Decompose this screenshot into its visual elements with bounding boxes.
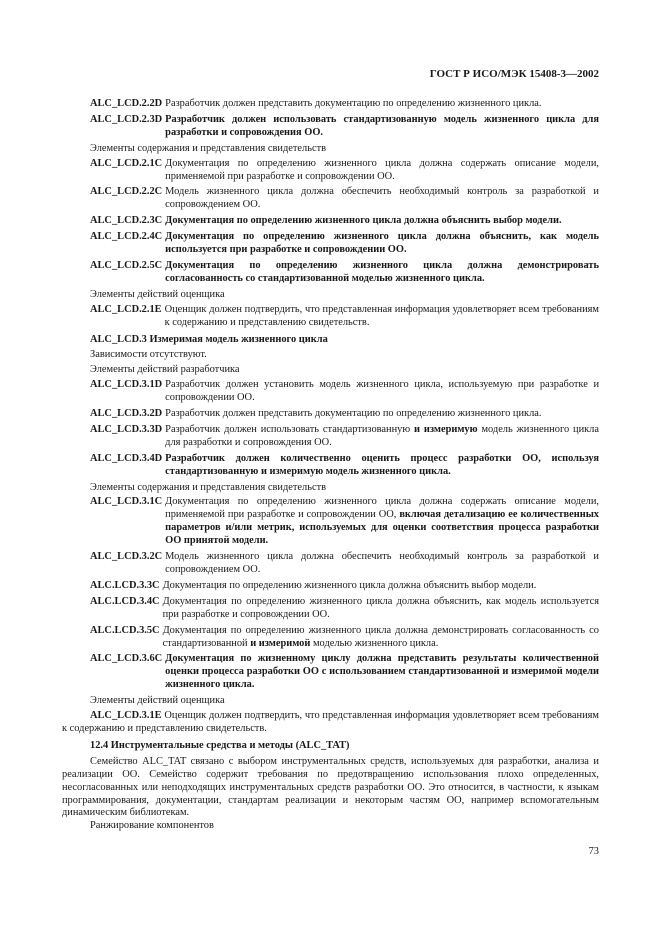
requirement-code: ALC_LCD.2.3C xyxy=(90,215,163,227)
requirement-code: ALC_LCD.2.1C xyxy=(90,157,163,169)
requirement-item xyxy=(62,408,599,421)
group-heading: Элементы действий разработчика xyxy=(90,364,240,376)
requirement-item xyxy=(62,260,599,286)
requirement-code: ALC_LCD.3.4D xyxy=(90,452,163,464)
text-emphasis: и измеримую xyxy=(414,423,478,435)
requirement-code: ALC_LCD.2.3D xyxy=(90,113,163,125)
group-heading: Элементы содержания и представления свидетельств xyxy=(90,481,327,493)
requirement-item xyxy=(62,114,599,140)
requirement-text: Разработчик должен установить модель жизненного цикла, используемую при разработке и сопровождении ОО. xyxy=(165,379,599,404)
requirement-text: Модель жизненного цикла должна обеспечить необходимый контроль за разработкой и сопровождением ОО. xyxy=(165,186,599,211)
requirement-item-full xyxy=(62,710,599,736)
requirement-text: Разработчик должен количественно оценить процесс разработки ОО, используя стандартизованную и измеримую модель жизненного цикла. xyxy=(165,452,599,477)
dependencies-text: Зависимости отсутствуют. xyxy=(90,349,207,361)
text-part: Документация по определению жизненного цикла должна содержать описание модели, применяемой при разработке и сопровождении ОО, xyxy=(165,496,599,521)
text-emphasis: включая детализацию ее количественных параметров и/или метрик, используемых для оценки соответствия процесса разработки ОО принятой модели. xyxy=(165,509,599,547)
requirement-text xyxy=(165,496,599,548)
section-heading: 12.4 Инструментальные средства и методы (ALC_TAT) xyxy=(90,739,350,751)
requirement-item xyxy=(62,625,599,651)
requirement-text xyxy=(163,625,599,651)
requirement-item xyxy=(62,653,599,692)
requirement-code: ALC_LCD.3.1D xyxy=(90,379,163,391)
requirement-item xyxy=(62,596,599,622)
requirement-item xyxy=(62,551,599,577)
requirement-text: Документация по определению жизненного цикла должна объяснить выбор модели. xyxy=(165,215,562,227)
requirement-text: Разработчик должен представить документацию по определению жизненного цикла. xyxy=(165,408,542,420)
text-part: моделью жизненного цикла. xyxy=(310,637,439,649)
component-heading: ALC_LCD.3 Измеримая модель жизненного цикла xyxy=(90,333,328,345)
requirement-text xyxy=(165,424,599,450)
requirement-item xyxy=(62,231,599,257)
requirement-code: ALC_LCD.2.2C xyxy=(90,186,163,198)
ranking-heading: Ранжирование компонентов xyxy=(90,820,214,832)
body-paragraph: Семейство ALC_TAT связано с выбором инструментальных средств, используемых для разработки, анализа и реализации ОО. Семейство содержит требования по предотвращению использования плохо определенных, несогласованных или неподходящих инструментальных средств разработки ОО. Это относится, в частности, к языкам программирования, документации, стандартам реализации и некоторым частям ОО, например вспомогательным динамическим библиотекам. xyxy=(62,755,599,819)
requirement-text: Разработчик должен использовать стандартизованную модель жизненного цикла для разработки и сопровождения ОО. xyxy=(165,113,599,138)
requirement-code: ALC_LCD.3.2D xyxy=(90,408,163,420)
page-number: 73 xyxy=(588,846,599,857)
page-header: ГОСТ Р ИСО/МЭК 15408-3—2002 xyxy=(429,68,599,80)
requirement-code: ALC.LCD.3.5C xyxy=(90,624,160,636)
requirement-item xyxy=(62,186,599,212)
requirement-code: ALC.LCD.3.3C xyxy=(90,579,160,591)
requirement-text: Документация по определению жизненного цикла должна объяснить выбор модели. xyxy=(162,579,537,591)
requirement-item xyxy=(62,304,599,330)
page-content xyxy=(62,98,599,835)
group-heading: Элементы действий оценщика xyxy=(90,288,225,300)
group-heading: Элементы действий оценщика xyxy=(90,695,225,707)
text-emphasis: и измеримой xyxy=(250,637,311,649)
requirement-code: ALC_LCD.3.2C xyxy=(90,551,163,563)
requirement-text: Разработчик должен представить документацию по определению жизненного цикла. xyxy=(165,98,542,109)
requirement-text: Документация по определению жизненного цикла должна объяснить, как модель используется при разработке и сопровождении ОО. xyxy=(165,231,599,256)
requirement-item xyxy=(62,215,599,228)
requirement-code: ALC_LCD.2.2D xyxy=(90,98,163,109)
group-heading: Элементы содержания и представления свидетельств xyxy=(90,142,327,154)
requirement-text: Документация по определению жизненного цикла должна содержать описание модели, применяемой при разработке и сопровождении ОО. xyxy=(165,157,599,182)
requirement-item xyxy=(62,158,599,184)
requirement-code: ALC_LCD.3.1C xyxy=(90,496,163,508)
requirement-text: Оценщик должен подтвердить, что представленная информация удовлетворяет всем требованиям к содержанию и представлению свидетельств. xyxy=(164,303,599,328)
requirement-item xyxy=(62,379,599,405)
requirement-text: Документация по определению жизненного цикла должна объяснить, как модель используется при разработке и сопровождении ОО. xyxy=(162,595,599,620)
text-part: Документация по определению жизненного цикла должна демонстрировать согласованность со стандартизованной xyxy=(162,624,599,649)
requirement-code: ALC.LCD.3.4C xyxy=(90,595,160,607)
requirement-item xyxy=(62,580,599,593)
requirement-item xyxy=(62,98,599,111)
requirement-code: ALC_LCD.3.3D xyxy=(90,423,163,435)
requirement-code: ALC_LCD.2.4C xyxy=(90,231,163,243)
requirement-item xyxy=(62,453,599,479)
requirement-code: ALC_LCD.3.1E xyxy=(90,710,162,722)
text-part: модель жизненного цикла для разработки и сопровождения ОО. xyxy=(165,423,599,448)
requirement-text: Модель жизненного цикла должна обеспечить необходимый контроль за разработкой и сопровождением ОО. xyxy=(165,551,599,575)
requirement-text: Документация по определению жизненного цикла должна демонстрировать согласованность со стандартизованной моделью жизненного цикла. xyxy=(165,259,599,284)
requirement-item xyxy=(62,424,599,450)
requirement-code: ALC_LCD.2.5C xyxy=(90,259,163,271)
requirement-item xyxy=(62,496,599,548)
text-part: Разработчик должен использовать стандартизованную xyxy=(165,423,415,435)
requirement-text: Документация по жизненному циклу должна представить результаты количественной оценки процесса разработки ОО с использованием стандартизованной и измеримой модели жизненного цикла. xyxy=(165,653,599,691)
requirement-code: ALC_LCD.3.6C xyxy=(90,653,163,665)
requirement-text: Оценщик должен подтвердить, что представленная информация удовлетворяет всем требованиям к содержанию и представлению свидетельств. xyxy=(62,710,599,734)
requirement-code: ALC_LCD.2.1E xyxy=(90,303,162,315)
